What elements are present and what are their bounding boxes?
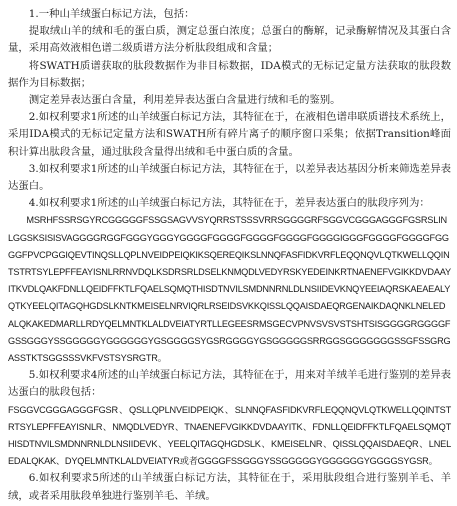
claim-1-step-3: 测定差异表达蛋白含量，利用差异表达蛋白含量进行绒和毛的鉴别。	[28, 94, 341, 107]
claim-5-peptide-list: FSGGVCGGGAGGGFGSR、QSLLQPLNVEIDPEIQK、SLNNQFASFIDKVRFLEQQNQVLQTKWELLQQINTSTRTSYLEPFFEAYISNLR、NMQDLVEDYR、TNAENEFVGIKKDVDAAYITK、FDNLLQEIDFFKTLFQAELSQMQTHISDTNVILSMDNNRNLDLNSIIDEVK、YEELQITAGQHGDSLK、KMEISELNR、QISSLQQAISDAEQR、LNELEDALQKAK、DYQELMNTKLALDVEIATYR或者GGGGFSSGGGYSSGGGGGYGGGGGGYGGGGSYGSR。	[8, 404, 451, 467]
claim-4-heading: 4.如权利要求1所述的山羊绒蛋白标记方法，其特征在于，差异表达蛋白的肽段序列为：	[28, 197, 430, 210]
claim-1-step-2: 将SWATH质谱获取的肽段数据作为非目标数据，IDA模式的无标记定量方法获取的肽段数据作为目标数据；	[8, 59, 451, 89]
claim-3: 3.如权利要求1所述的山羊绒蛋白标记方法，其特征在于，以差异表达基因分析来筛选差异表达蛋白。	[8, 162, 451, 193]
claim-2: 2.如权利要求1所述的山羊绒蛋白标记方法，其特征在于，在液相色谱串联质谱技术系统上，采用IDA模式的无标记定量方法和SWATH所有碎片离子的顺序窗口采集；依据Transition峰面积计算出肽段含量，通过肽段含量得出绒和毛中蛋白质的含量。	[8, 111, 451, 158]
claim-6: 6.如权利要求5所述的山羊绒蛋白标记方法，其特征在于，采用肽段组合进行鉴别羊毛、羊绒，或者采用肽段单独进行鉴别羊毛、羊绒。	[8, 472, 451, 502]
claim-5-heading: 5.如权利要求4所述的山羊绒蛋白标记方法，其特征在于，用来对羊绒羊毛进行鉴别的差异表达蛋白的肽段包括：	[8, 369, 451, 399]
claim-1-step-1: 提取绒山羊的绒和毛的蛋白质，测定总蛋白浓度；总蛋白的酶解，记录酶解情况及其蛋白含量，采用高效液相色谱二级质谱方法分析肽段组成和含量；	[8, 25, 451, 55]
claim-4-peptide-sequence: MSRHFSSRSGYRCGGGGGFSSGSAGVVSYQRRSTSSSVRRSGGGGRFSGGVCGGGAGGGFGSRSLINLGGSKSISISVAGGGGRGGFGGGYGGGYGGGGFGGGGFGGGGFGGGGFGGGGIGGGFGGGGFGGGGFGGGGFPVCPGGIQEVTINQSLLQPLNVEIDPEIQKIKSQEREQIKSLNNQFASFIDKVRFLEQQNQVLQTKWELLQQINTSTRTSYLEPFFEAYISNLRRNVDQLKSDRSRLDSELKNMQDLVEDYRSKYEDEINKRTNAENEFVGIKKDVDAAYITKVDLQAKFDNLLQEIDFFKTLFQAELSQMQTHISDTNVILSMDNNRNLDLNSIIDEVKNQYEEIAQRSKAEAEALYQTKYEELQITAGQHGDSLKNTKMEISELNRVIQRLRSEIDSVKKQISSLQQAISDAEQRGENAIKDAQNKLNELEDALQKAKEDMARLLRDYQELMNTKLALDVEIATYRTLLEGEESRMSGECVPNVSVSVSTSHTSISGGGGRGGGGFGSSGGGYSSGGGGGYGGGGGGYGSGGGGSYGSRGGGGYGSGGGGGSRRGGSGGGGGGGSSGFSSGRGASSTKTSGGSSSVKFVSTSYSRGTR。	[8, 215, 451, 364]
claim-1-heading: 1.一种山羊绒蛋白标记方法，包括：	[28, 8, 195, 20]
claims-document	[8, 6, 451, 505]
